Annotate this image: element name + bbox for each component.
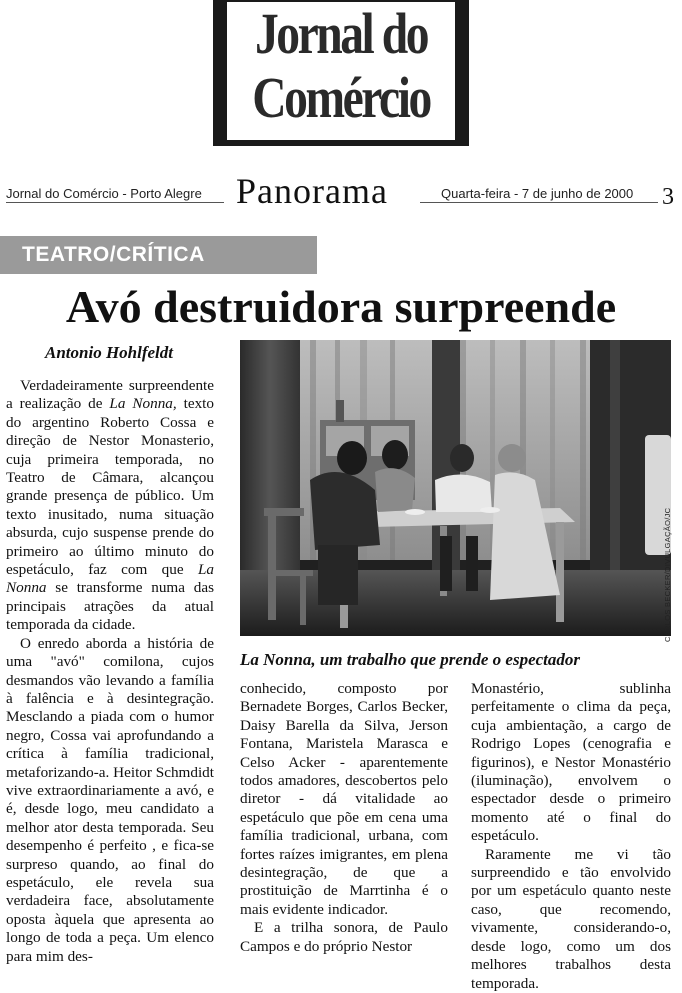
divider-right xyxy=(420,202,658,203)
photo-caption: La Nonna, um trabalho que prende o espectador xyxy=(240,650,581,669)
issue-date: Quarta-feira - 7 de junho de 2000 xyxy=(441,186,634,201)
paragraph-6: Raramente me vi tão surpreendido e tão envolvido por um espetáculo quanto neste caso, que recomendo, vivamente, considerando-o, desde logo, como um dos melhores trabalhos desta temporada. xyxy=(471,845,671,992)
photo-credit: CARLOS BECKER/DIVULGAÇÃO/JC xyxy=(663,507,672,642)
article-column-2 xyxy=(240,680,448,956)
paragraph-1-text-a: Verdadeiramente surpreendente a realização de xyxy=(6,377,214,413)
article-column-1 xyxy=(6,377,214,966)
paragraph-3: conhecido, composto por Bernadete Borges, Carlos Becker, Daisy Barella da Silva, Jerson Fontana, Maristela Marasca e Celso Acker - aparentemente todos amadores, descobertos pelo diretor - dá vitalidade ao espetáculo que põe em cena uma família tradicional, urbana, com fortes raízes imigrantes, em plena desintegração, de que a prostituição de Marrtinha é o mais evidente indicador. xyxy=(240,680,448,918)
paragraph-4: E a trilha sonora, de Paulo Campos e do próprio Nestor xyxy=(240,919,448,955)
masthead-line-1: Jornal do xyxy=(254,1,428,66)
paragraph-1 xyxy=(6,377,214,635)
paragraph-1-text-c: se transforme numa das principais atrações da atual temporada da cidade. xyxy=(6,579,214,634)
headline: Avó destruidora surpreende xyxy=(65,281,617,332)
masthead-logo-inner xyxy=(227,2,455,140)
masthead-logo xyxy=(213,0,469,146)
paragraph-5: Monastério, sublinha perfeitamente o clima da peça, cuja ambientação, a cargo de Rodrigo Lopes (cenografia e figurinos), e Nestor Monastério (iluminação), envolvem o espectador desde o primeiro momento até o final do espetáculo. xyxy=(471,680,671,845)
category-banner xyxy=(0,236,317,274)
stage-photo-image xyxy=(240,340,671,636)
byline: Antonio Hohlfeldt xyxy=(45,343,173,362)
play-title: La Nonna, xyxy=(109,395,177,413)
page-number: 3 xyxy=(662,184,674,210)
category-label: TEATRO/CRÍTICA xyxy=(22,243,205,266)
masthead-line-2: Comércio xyxy=(252,65,430,130)
section-title: Panorama xyxy=(236,171,388,211)
play-title: La Nonna xyxy=(6,561,214,597)
divider-left xyxy=(6,202,224,203)
newspaper-location: Jornal do Comércio - Porto Alegre xyxy=(6,186,202,201)
paragraph-1-text-b: texto do argentino Roberto Cossa e direção de Nestor Monasterio, cuja primeira temporada, no Teatro de Câmara, alcançou grande presença de público. Um texto inusitado, numa situação absurda, cujo suspense prende do primeiro ao último minuto do espetáculo, faz com que xyxy=(6,395,214,579)
article-column-3 xyxy=(471,680,671,993)
paragraph-2: O enredo aborda a história de uma "avó" comilona, cujos desmandos vão levando a família à falência e à desintegração. Mesclando a piada com o humor negro, Cossa vai aprofundando a crítica à família tradicional, metaforizando-a. Heitor Schmdidt vive extraordinariamente a avó, e é, desde logo, meu candidato a melhor ator desta temporada. Seu desempenho é perfeito , e fica-se surpreso quando, ao final do espetáculo, ele revela sua verdadeira face, absolutamente oposta àquela que apresenta ao longo de toda a peça. Um elenco para mim des- xyxy=(6,634,214,965)
stage-photo xyxy=(240,340,671,636)
